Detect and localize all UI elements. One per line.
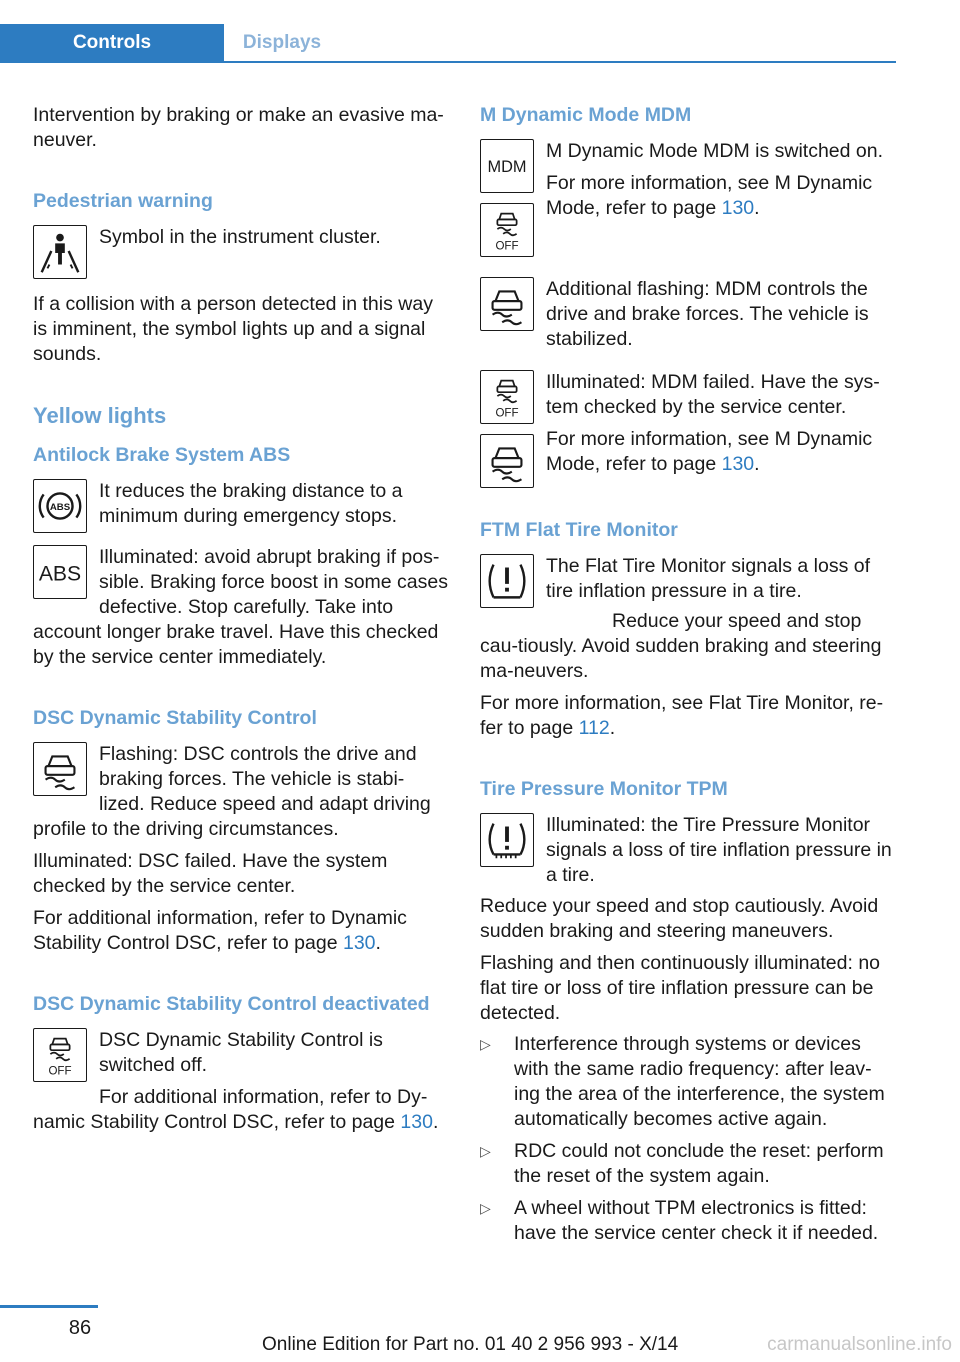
triangle-bullet-icon: ▷ [480, 1036, 491, 1052]
tab-controls[interactable]: Controls [0, 24, 224, 61]
pedestrian-symbol-text: Symbol in the instrument cluster. [99, 226, 381, 248]
mdm-car-icon [480, 277, 534, 331]
mdm-text-5: For more information, see M Dynamic Mode, refer to page 130. [546, 428, 873, 475]
triangle-bullet-icon: ▷ [480, 1200, 491, 1216]
mdm-heading: M Dynamic Mode MDM [480, 104, 692, 126]
intro-text: Intervention by braking or make an evasive ma‐neuver. [33, 104, 444, 151]
tpm-text-2: Reduce your speed and stop cautiously. Avoid sudden braking and steering maneuvers. [480, 895, 879, 942]
pedestrian-warning-icon [33, 225, 87, 279]
svg-text:MDM: MDM [487, 157, 527, 176]
ftm-text-1: The Flat Tire Monitor signals a loss of tire inflation pressure in a tire. [546, 555, 871, 602]
mdm-page-link-2[interactable]: 130 [721, 453, 755, 475]
dsc-text-3: For additional information, refer to Dynamic Stability Control DSC, refer to page 130. [33, 907, 407, 954]
list-item: ▷ RDC could not conclude the reset: perform the reset of the system again. [480, 1140, 884, 1187]
abs-text-icon [33, 545, 87, 599]
dsc-off-heading: DSC Dynamic Stability Control deactivated [33, 993, 430, 1015]
abs-row [33, 479, 449, 539]
dsc-page-link[interactable]: 130 [342, 932, 376, 954]
watermark: carmanualsonline.info [767, 1334, 952, 1355]
dsc-off-row [33, 1028, 449, 1078]
dsc-off-page-link[interactable]: 130 [400, 1111, 433, 1133]
yellow-lights-heading: Yellow lights [33, 403, 167, 428]
tpm-row [480, 813, 896, 888]
tire-pressure-icon [480, 813, 534, 867]
left-column [33, 103, 449, 1135]
triangle-bullet-icon: ▷ [480, 1143, 491, 1159]
tpm-bullet-list [480, 1032, 896, 1246]
pedestrian-body: If a collision with a person detected in this way is imminent, the symbol lights up and a signal sounds. [33, 293, 433, 365]
ftm-page-link[interactable]: 112 [578, 717, 610, 739]
tpm-heading: Tire Pressure Monitor TPM [480, 778, 728, 800]
list-item: ▷ A wheel without TPM electronics is fitted: have the service center check it if needed. [480, 1197, 879, 1244]
mdm-text-4: Illuminated: MDM failed. Have the sys‐tem checked by the service center. [546, 371, 880, 418]
tab-displays[interactable]: Displays [242, 32, 322, 53]
dsc-off-text-2: For additional information, refer to Dy‐namic Stability Control DSC, refer to page 130. [33, 1086, 439, 1133]
mdm-page-link-1[interactable]: 130 [721, 197, 755, 219]
mdm-icon [480, 139, 534, 193]
ftm-text-2: Reduce your speed and stop cau‐tiously. Avoid sudden braking and steering ma‐neuvers. [480, 610, 882, 682]
right-column [480, 103, 896, 1253]
mdm-dsc-off-icon [480, 203, 534, 257]
abs-text-1: It reduces the braking distance to a minimum during emergency stops. [99, 480, 403, 527]
mdm-text-2: For more information, see M Dynamic Mode, refer to page 130. [546, 172, 873, 219]
tpm-text-3: Flashing and then continuously illuminated: no flat tire or loss of tire inflation pressure can be detected. [480, 952, 881, 1024]
svg-text:OFF: OFF [495, 240, 519, 253]
mdm-text-3: Additional flashing: MDM controls the drive and brake forces. The vehicle is stabilized. [546, 278, 869, 350]
dsc-car-icon [33, 742, 87, 796]
list-item: ▷ Interference through systems or devices with the same radio frequency: after leav‐ing the area of the interference, the system automatically becomes active again. [480, 1033, 885, 1130]
tpm-text-1: Illuminated: the Tire Pressure Monitor signals a loss of tire inflation pressure in a tire. [546, 814, 892, 886]
abs-heading: Antilock Brake System ABS [33, 444, 291, 466]
abs-text-2: Illuminated: avoid abrupt braking if pos‐sible. Braking force boost in some cases defective. Stop carefully. Take into account longer brake travel. Have this checked by the service center immediately. [33, 546, 449, 668]
dsc-row [33, 742, 449, 842]
mdm-row [480, 139, 896, 257]
svg-text:ABS: ABS [38, 562, 82, 586]
abs-circle-icon [33, 479, 87, 533]
chapter-tabs [0, 24, 896, 63]
ftm-row [480, 554, 896, 604]
ftm-text-3: For more information, see Flat Tire Monitor, re‐fer to page 112. [480, 692, 884, 739]
mdm-failed-car-icon [480, 434, 534, 488]
svg-text:ABS: ABS [49, 501, 71, 513]
mdm-failed-row [480, 370, 896, 488]
mdm-flash-row [480, 277, 896, 352]
flat-tire-icon [480, 554, 534, 608]
dsc-off-text-1: DSC Dynamic Stability Control is switched off. [99, 1029, 383, 1076]
pedestrian-row [33, 225, 449, 285]
ftm-heading: FTM Flat Tire Monitor [480, 519, 678, 541]
dsc-heading: DSC Dynamic Stability Control [33, 707, 317, 729]
dsc-text-2: Illuminated: DSC failed. Have the system checked by the service center. [33, 850, 388, 897]
page-number: 86 [68, 1317, 92, 1339]
mdm-failed-off-icon [480, 370, 534, 424]
dsc-off-icon [33, 1028, 87, 1082]
svg-text:OFF: OFF [48, 1065, 72, 1078]
svg-text:OFF: OFF [495, 407, 519, 420]
mdm-text-1: M Dynamic Mode MDM is switched on. [546, 140, 884, 162]
abs-row-2 [33, 545, 449, 670]
pedestrian-heading: Pedestrian warning [33, 190, 213, 212]
footer-accent-line [0, 1305, 98, 1308]
dsc-text-1: Flashing: DSC controls the drive and braking forces. The vehicle is stabi‐lized. Reduce speed and adapt driving profile to the driving circumstances. [33, 743, 431, 840]
edition-note: Online Edition for Part no. 01 40 2 956 993 - X/14 [262, 1334, 679, 1355]
